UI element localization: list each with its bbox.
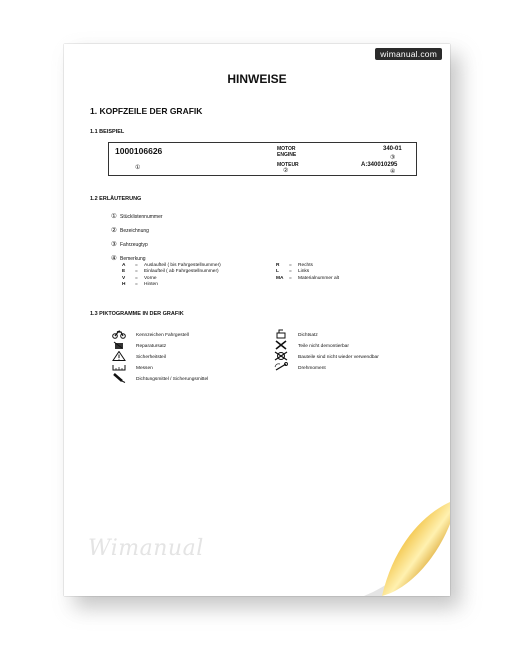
remark-row: A = Auslaufteil ( bis Fahrgestellnummer) xyxy=(122,263,221,268)
example-heading: 1.1 BEISPIEL xyxy=(90,129,125,135)
explanation-heading: 1.2 ERLÄUTERUNG xyxy=(90,196,142,202)
circle-marker-1: ① xyxy=(135,165,141,171)
circle-marker-2: ② xyxy=(283,168,289,174)
legend-item-4: ④ Bemerkung xyxy=(111,255,146,262)
section-heading-1: 1. KOPFZEILE DER GRAFIK xyxy=(90,106,203,116)
pictograms-heading: 1.3 PIKTOGRAMME IN DER GRAFIK xyxy=(90,311,184,317)
remark-row: H = Hinten xyxy=(122,282,158,288)
remark-row: R = Rechts xyxy=(276,263,313,268)
document-page: wimanual.com HINWEISE 1. KOPFZEILE DER GRAFIK 1.1 BEISPIEL 1000106626 ① MOTOR ENGINE MOTEUR ② 340-01 ③ A:340010295 ④ 1.2 ERLÄUTERUNG ① Stücklistennummer ② Bezeichnung ③ Fahrzeugtyp ④ Bemerkung A = Auslaufteil ( bis Fahrgestellnummer) E = Einlaufteil ( ab Fahrgestellnummer) V = Vorne H = Hinten R = Rechts L = Links MA = Materialnummer alt 1.3 PIKTOGRAMME IN DER GRAFIK Kennzeichen Fahrgestell Reparatursatz Sicherheitsteil Messen Dichtungsmittel / Sicherungsmittel Dichtsatz Teile nicht demontierbar Bauteile sind nicht wieder verwendbar Drehmoment Wimanual xyxy=(64,44,450,596)
legend-item-3: ③ Fahrzeugtyp xyxy=(111,241,148,248)
remark-row: E = Einlaufteil ( ab Fahrgestellnummer) xyxy=(122,269,219,275)
site-badge: wimanual.com xyxy=(375,48,442,60)
motor-label: MOTOR xyxy=(277,146,296,152)
legend-item-2: ② Bezeichnung xyxy=(111,227,149,234)
remark-row: MA = Materialnummer alt xyxy=(276,275,340,281)
engine-label: ENGINE xyxy=(277,152,297,158)
circle-marker-4: ④ xyxy=(390,169,396,175)
circle-marker-3: ③ xyxy=(390,155,396,161)
part-number: 1000106626 xyxy=(115,146,163,156)
remark-code: A:340010295 xyxy=(361,162,398,168)
legend-item-1: ① Stücklistennummer xyxy=(111,213,163,220)
page-title: HINWEISE xyxy=(227,72,287,86)
remark-row: V = Vorne xyxy=(122,275,157,281)
moteur-label: MOTEUR xyxy=(277,162,299,168)
remark-row: L = Links xyxy=(276,269,310,275)
watermark-logo: Wimanual xyxy=(88,536,204,561)
type-code: 340-01 xyxy=(383,146,402,152)
page-curl xyxy=(64,44,450,596)
